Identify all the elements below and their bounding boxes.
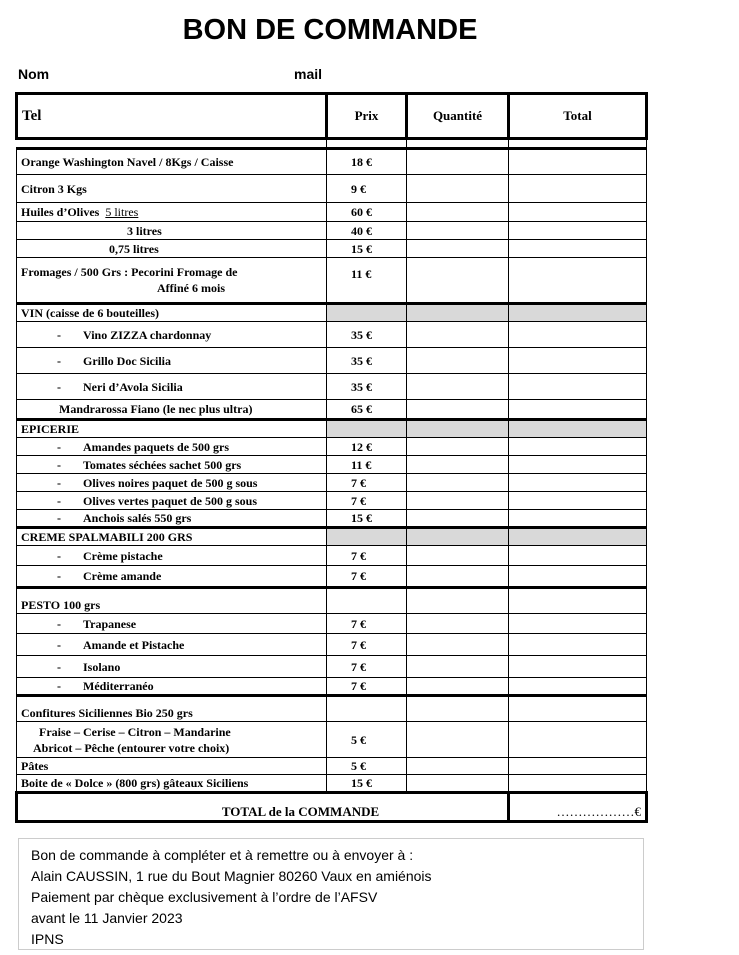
table-row: - Méditerranéo 7 € <box>17 678 647 696</box>
instruction-line: avant le 11 Janvier 2023 <box>31 910 183 926</box>
section-header <box>17 528 647 546</box>
total-cell[interactable] <box>509 258 647 304</box>
table-row: - Trapanese 7 € <box>17 614 647 634</box>
size-label: 3 litres <box>127 223 162 238</box>
quantity-cell[interactable] <box>407 203 509 222</box>
table-row <box>17 258 647 304</box>
section-header <box>17 304 647 322</box>
total-cell[interactable] <box>509 175 647 203</box>
section-label: CREME SPALMABILI 200 GRS <box>17 528 327 546</box>
nom-label: Nom <box>18 66 50 82</box>
total-cell[interactable] <box>509 614 647 634</box>
quantity-cell[interactable] <box>407 400 509 420</box>
table-row: - Vino ZIZZA chardonnay 35 € <box>17 322 647 348</box>
item-price: 11 € <box>327 456 407 474</box>
item-price: 40 € <box>327 222 407 240</box>
total-cell[interactable] <box>509 678 647 696</box>
col-quantite: Quantité <box>407 94 509 139</box>
quantity-cell[interactable] <box>407 510 509 528</box>
total-cell[interactable] <box>509 656 647 678</box>
item-price: 7 € <box>327 492 407 510</box>
item-label: Fromages / 500 Grs : Pecorini Fromage de <box>21 265 238 279</box>
item-label: Affiné 6 mois <box>157 281 225 295</box>
total-cell[interactable] <box>509 203 647 222</box>
item-price: 7 € <box>327 546 407 566</box>
size-label: 0,75 litres <box>109 241 159 256</box>
instruction-line: Bon de commande à compléter et à remettre ou à envoyer à : <box>31 847 414 863</box>
item-label: Orange Washington Navel / 8Kgs / Caisse <box>17 149 327 175</box>
mail-label: mail <box>294 66 323 82</box>
quantity-cell[interactable] <box>407 492 509 510</box>
table-row <box>17 240 647 258</box>
total-cell[interactable] <box>509 510 647 528</box>
table-row: - Grillo Doc Sicilia 35 € <box>17 348 647 374</box>
item-price: 18 € <box>327 149 407 175</box>
table-row: - Amandes paquets de 500 grs 12 € <box>17 438 647 456</box>
quantity-cell[interactable] <box>407 722 509 758</box>
table-row: - Neri d’Avola Sicilia 35 € <box>17 374 647 400</box>
total-cell[interactable] <box>509 240 647 258</box>
item-price: 35 € <box>327 322 407 348</box>
instruction-line: Alain CAUSSIN, 1 rue du Bout Magnier 80260 Vaux en amiénois <box>31 868 432 884</box>
item-price: 7 € <box>327 566 407 588</box>
instruction-line: Paiement par chèque exclusivement à l’ordre de l’AFSV <box>31 889 378 905</box>
table-row <box>17 175 647 203</box>
quantity-cell[interactable] <box>407 175 509 203</box>
item-label: Anchois salés 550 grs <box>83 511 192 525</box>
item-label: Olives vertes paquet de 500 g sous <box>83 493 257 508</box>
table-row: - Crème amande 7 € <box>17 566 647 588</box>
item-label: Pâtes <box>17 758 327 775</box>
item-price: 15 € <box>327 240 407 258</box>
quantity-cell[interactable] <box>407 374 509 400</box>
section-label: EPICERIE <box>17 420 327 438</box>
quantity-cell[interactable] <box>407 656 509 678</box>
table-header <box>17 94 647 139</box>
item-label: Boite de « Dolce » (800 grs) gâteaux Siciliens <box>17 775 327 793</box>
total-cell[interactable] <box>509 322 647 348</box>
quantity-cell[interactable] <box>407 775 509 793</box>
page-title: BON DE COMMANDE <box>182 14 478 46</box>
total-cell[interactable] <box>509 634 647 656</box>
item-price: 5 € <box>327 722 407 758</box>
item-label: Trapanese <box>83 616 137 631</box>
total-cell[interactable] <box>509 222 647 240</box>
item-price: 9 € <box>327 175 407 203</box>
quantity-cell[interactable] <box>407 240 509 258</box>
quantity-cell[interactable] <box>407 322 509 348</box>
total-cell[interactable] <box>509 438 647 456</box>
item-label: Huiles d’Olives <box>21 205 100 219</box>
table-row <box>17 203 647 222</box>
table-row: - Tomates séchées sachet 500 grs 11 € <box>17 456 647 474</box>
quantity-cell[interactable] <box>407 678 509 696</box>
item-label: Mandrarossa Fiano (le nec plus ultra) <box>59 402 253 416</box>
table-row <box>17 758 647 775</box>
item-label: Grillo Doc Sicilia <box>83 353 171 368</box>
table-row: - Amande et Pistache 7 € <box>17 634 647 656</box>
total-cell[interactable] <box>509 722 647 758</box>
item-label: Olives noires paquet de 500 g sous <box>83 475 258 490</box>
table-row <box>17 400 647 420</box>
item-label: Amande et Pistache <box>83 637 185 652</box>
total-cell[interactable] <box>509 566 647 588</box>
table-row: - Olives vertes paquet de 500 g sous 7 € <box>17 492 647 510</box>
quantity-cell[interactable] <box>407 258 509 304</box>
total-cell[interactable] <box>509 456 647 474</box>
instructions-box <box>18 838 644 950</box>
item-price: 15 € <box>327 510 407 528</box>
quantity-cell[interactable] <box>407 149 509 175</box>
col-prix: Prix <box>327 94 407 139</box>
section-label: VIN (caisse de 6 bouteilles) <box>17 304 327 322</box>
size-label: 5 litres <box>105 205 139 219</box>
item-label: Amandes paquets de 500 grs <box>83 439 230 454</box>
item-label: Crème pistache <box>83 548 163 563</box>
quantity-cell[interactable] <box>407 758 509 775</box>
table-row <box>17 722 647 758</box>
item-price: 11 € <box>327 258 407 304</box>
item-label: Citron 3 Kgs <box>17 175 327 203</box>
total-cell[interactable] <box>509 400 647 420</box>
item-price: 35 € <box>327 374 407 400</box>
quantity-cell[interactable] <box>407 348 509 374</box>
quantity-cell[interactable] <box>407 566 509 588</box>
table-row: - Crème pistache 7 € <box>17 546 647 566</box>
item-price: 65 € <box>327 400 407 420</box>
item-price: 7 € <box>327 656 407 678</box>
quantity-cell[interactable] <box>407 546 509 566</box>
table-row <box>17 222 647 240</box>
item-label: Méditerranéo <box>83 679 154 693</box>
order-table <box>15 92 648 823</box>
item-price: 7 € <box>327 474 407 492</box>
total-cell[interactable] <box>509 775 647 793</box>
item-label: Neri d’Avola Sicilia <box>83 379 183 394</box>
quantity-cell[interactable] <box>407 474 509 492</box>
col-total: Total <box>509 94 647 139</box>
quantity-cell[interactable] <box>407 456 509 474</box>
total-cell[interactable] <box>509 149 647 175</box>
item-label: Isolano <box>83 659 121 674</box>
item-price: 7 € <box>327 634 407 656</box>
table-row: - Olives noires paquet de 500 g sous 7 € <box>17 474 647 492</box>
table-row <box>17 149 647 175</box>
quantity-cell[interactable] <box>407 438 509 456</box>
total-cell[interactable] <box>509 348 647 374</box>
item-label: Crème amande <box>83 569 162 583</box>
section-header <box>17 696 647 722</box>
item-price: 7 € <box>327 614 407 634</box>
total-value[interactable]: ………………€ <box>509 793 647 822</box>
section-label: PESTO 100 grs <box>17 588 327 614</box>
item-price: 60 € <box>327 203 407 222</box>
total-cell[interactable] <box>509 374 647 400</box>
table-row <box>17 775 647 793</box>
item-label: Vino ZIZZA chardonnay <box>83 327 212 342</box>
total-cell[interactable] <box>509 492 647 510</box>
section-header <box>17 420 647 438</box>
total-cell[interactable] <box>509 474 647 492</box>
item-label: Tomates séchées sachet 500 grs <box>83 457 242 472</box>
total-row <box>17 793 647 822</box>
quantity-cell[interactable] <box>407 634 509 656</box>
item-price: 7 € <box>327 678 407 696</box>
item-price: 35 € <box>327 348 407 374</box>
item-label: Fraise – Cerise – Citron – Mandarine <box>39 724 231 739</box>
item-price: 15 € <box>327 775 407 793</box>
quantity-cell[interactable] <box>407 614 509 634</box>
total-cell[interactable] <box>509 758 647 775</box>
item-price: 5 € <box>327 758 407 775</box>
table-row: - Isolano 7 € <box>17 656 647 678</box>
section-header <box>17 588 647 614</box>
tel-label: Tel <box>17 94 327 139</box>
quantity-cell[interactable] <box>407 222 509 240</box>
item-price: 12 € <box>327 438 407 456</box>
table-row: - Anchois salés 550 grs 15 € <box>17 510 647 528</box>
item-label: Abricot – Pêche (entourer votre choix) <box>33 740 230 755</box>
total-label: TOTAL de la COMMANDE <box>17 793 509 822</box>
section-label: Confitures Siciliennes Bio 250 grs <box>17 696 327 722</box>
total-cell[interactable] <box>509 546 647 566</box>
instruction-line: IPNS <box>31 931 64 947</box>
